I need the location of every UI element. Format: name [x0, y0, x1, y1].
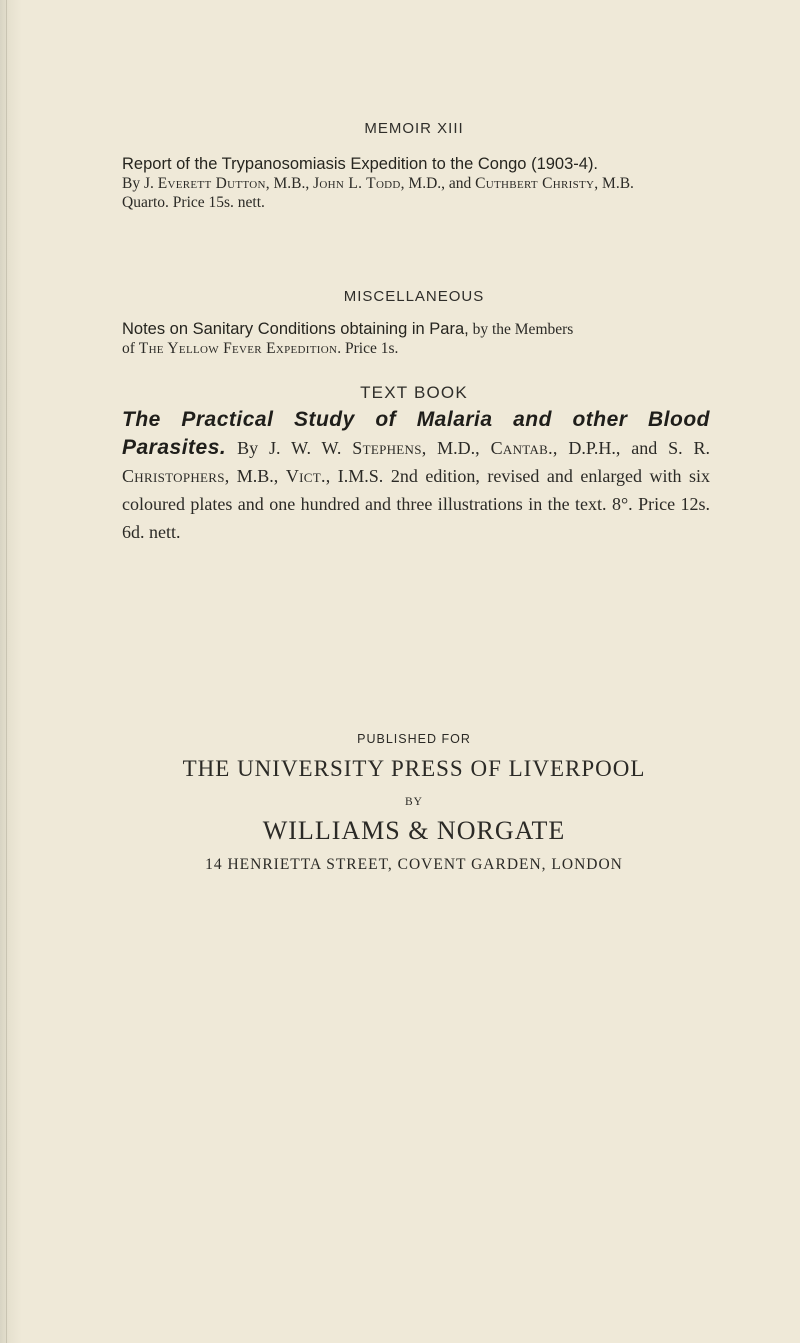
miscellaneous-of: of: [122, 340, 135, 357]
textbook-cantab: Cantab.: [490, 438, 553, 458]
textbook-by: By J. W. W.: [237, 438, 342, 458]
memoir-quals-1: , M.B.,: [265, 175, 310, 192]
press-name: THE UNIVERSITY PRESS OF LIVERPOOL: [182, 756, 646, 781]
publisher-address: 14 HENRIETTA STREET, COVENT GARDEN, LONDON: [205, 856, 623, 873]
memoir-heading: MEMOIR XIII: [364, 120, 464, 137]
published-for-label: PUBLISHED FOR: [357, 732, 471, 746]
memoir-entry: [122, 155, 710, 212]
memoir-by: By J.: [122, 175, 154, 192]
textbook-author-1: Stephens: [352, 438, 422, 458]
memoir-author-2: John L. Todd: [313, 175, 401, 192]
textbook-quals-2: , M.B.,: [224, 466, 279, 486]
page-edge-line: [6, 0, 7, 1343]
memoir-quals-3: , M.B.: [594, 175, 634, 192]
textbook-quals-2b: , I.M.S.: [325, 466, 384, 486]
miscellaneous-by: by the Members: [472, 321, 574, 338]
textbook-description: 2nd edition, revised and enlarged with six coloured plates and one hundred and three illustrations in the text. 8°. Price 12s. 6d. nett.: [122, 466, 711, 542]
memoir-title: Report of the Trypanosomiasis Expedition to the Congo (1903-4).: [122, 155, 599, 173]
textbook-quals-1b: , D.P.H., and S. R.: [552, 438, 711, 458]
miscellaneous-heading: MISCELLANEOUS: [343, 288, 485, 305]
textbook-quals-1: , M.D.,: [421, 438, 480, 458]
textbook-entry: [122, 406, 710, 546]
publisher-name: WILLIAMS & NORGATE: [262, 816, 566, 845]
memoir-author-3: Cuthbert Christy: [475, 175, 595, 192]
miscellaneous-expedition: The Yellow Fever Expedition: [138, 340, 338, 357]
memoir-author-1: Everett Dutton: [157, 175, 266, 192]
miscellaneous-entry: [122, 320, 710, 358]
memoir-quals-2: , M.D., and: [400, 175, 472, 192]
miscellaneous-title: Notes on Sanitary Conditions obtaining in Para,: [122, 320, 469, 338]
memoir-details: Quarto. Price 15s. nett.: [122, 194, 265, 211]
miscellaneous-price: . Price 1s.: [337, 340, 399, 357]
page-edge: [0, 0, 22, 1343]
by-label: BY: [405, 796, 423, 808]
textbook-title: The Practical Study of Malaria and other Blood Parasites.: [122, 408, 710, 459]
textbook-heading: TEXT BOOK: [360, 383, 468, 402]
textbook-author-2: Christophers: [122, 466, 225, 486]
textbook-vict: Vict.: [285, 466, 326, 486]
